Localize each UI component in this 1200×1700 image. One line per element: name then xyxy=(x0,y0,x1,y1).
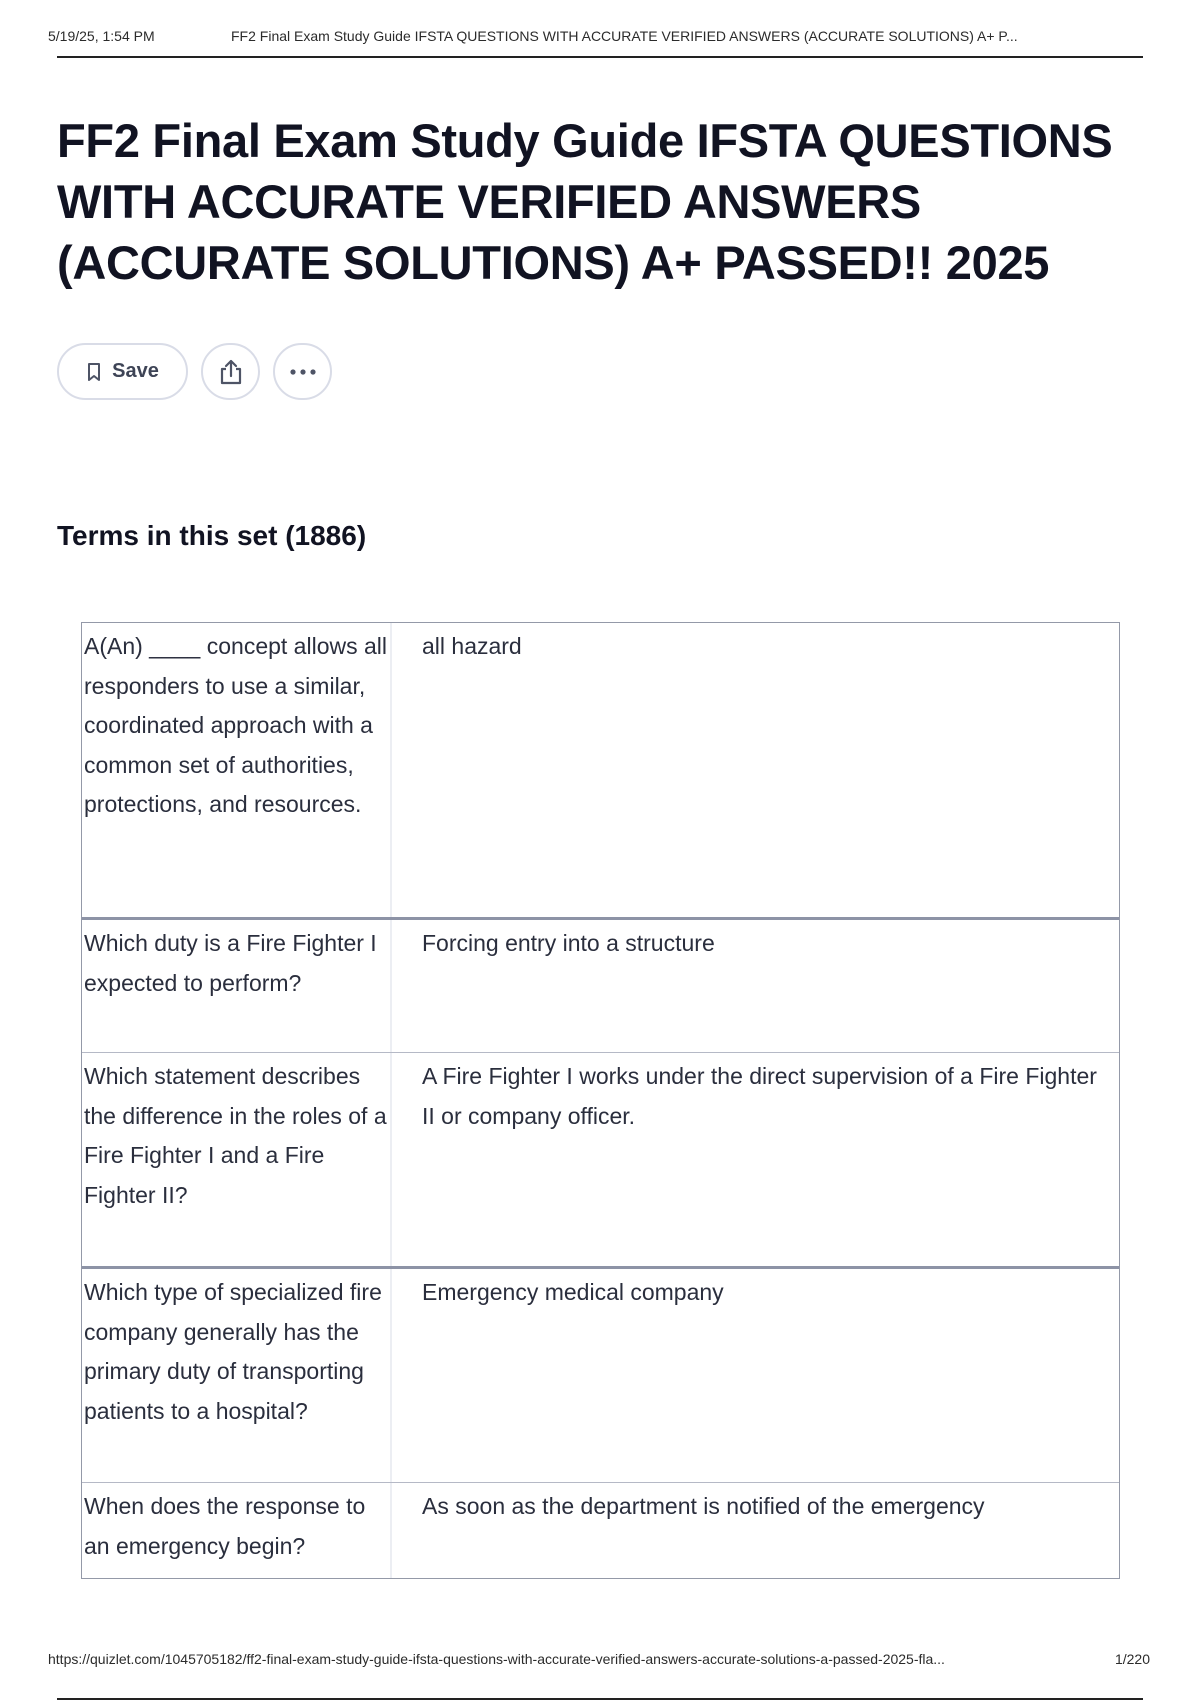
save-button[interactable] xyxy=(57,343,188,400)
print-date: 5/19/25, 1:54 PM xyxy=(48,28,155,44)
term-question: Which statement describes the difference in the roles of a Fire Fighter I and a Fire Fighter II? xyxy=(82,1053,392,1266)
term-row xyxy=(82,917,1119,1052)
print-doc-title: FF2 Final Exam Study Guide IFSTA QUESTIONS WITH ACCURATE VERIFIED ANSWERS (ACCURATE SOLUTIONS) A+ P... xyxy=(231,28,1018,44)
more-options-button[interactable] xyxy=(273,343,332,400)
term-answer: Forcing entry into a structure xyxy=(422,930,715,956)
save-button-label: Save xyxy=(112,360,159,382)
term-row xyxy=(82,623,1119,917)
terms-heading: Terms in this set (1886) xyxy=(57,520,367,551)
term-row xyxy=(82,1052,1119,1266)
print-footer xyxy=(48,1651,1150,1667)
page-url: https://quizlet.com/1045705182/ff2-final-exam-study-guide-ifsta-questions-with-accurate-verified-answers-accurate-solutions-a-passed-2025-fla... xyxy=(48,1651,945,1667)
term-row xyxy=(82,1266,1119,1482)
term-question: A(An) ____ concept allows all responders to use a similar, coordinated approach with a common set of authorities, protections, and resources. xyxy=(82,623,392,917)
term-question: When does the response to an emergency begin? xyxy=(82,1483,392,1578)
term-question: Which duty is a Fire Fighter I expected to perform? xyxy=(82,920,392,1052)
term-answer: Emergency medical company xyxy=(422,1279,724,1305)
term-answer: As soon as the department is notified of the emergency xyxy=(422,1493,985,1519)
share-button[interactable] xyxy=(201,343,260,400)
term-answer: all hazard xyxy=(422,633,522,659)
term-question: Which type of specialized fire company generally has the primary duty of transporting patients to a hospital? xyxy=(82,1269,392,1482)
page-number: 1/220 xyxy=(1114,1651,1150,1667)
header-divider xyxy=(57,56,1143,58)
print-header xyxy=(48,28,1142,44)
term-row xyxy=(82,1482,1119,1578)
share-icon xyxy=(218,358,244,386)
action-bar xyxy=(57,343,332,400)
bookmark-icon xyxy=(86,362,102,382)
terms-table xyxy=(81,622,1120,1579)
term-answer: A Fire Fighter I works under the direct supervision of a Fire Fighter II or company officer. xyxy=(422,1063,1097,1129)
page-title: FF2 Final Exam Study Guide IFSTA QUESTIONS WITH ACCURATE VERIFIED ANSWERS (ACCURATE SOLUTIONS) A+ PASSED!! 2025 xyxy=(57,114,1113,289)
more-icon xyxy=(289,368,317,376)
